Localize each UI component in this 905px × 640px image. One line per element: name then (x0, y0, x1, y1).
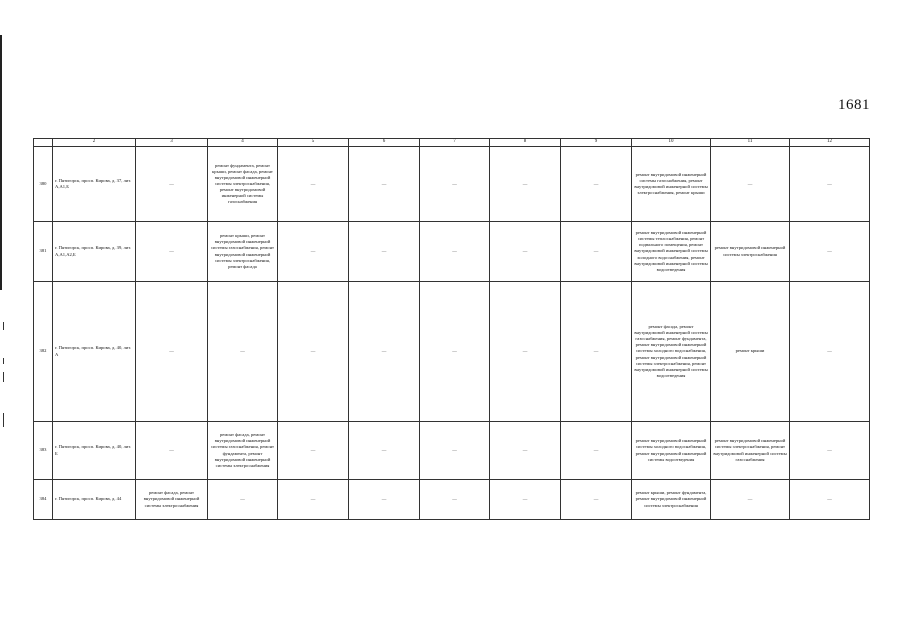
work-cell: — (349, 480, 420, 520)
work-cell: — (561, 282, 632, 422)
column-header: 2 (53, 139, 136, 147)
work-cell: — (420, 222, 490, 282)
work-cell: — (136, 422, 208, 480)
work-cell: — (490, 480, 561, 520)
row-number: 383 (34, 422, 53, 480)
work-cell: — (711, 147, 790, 222)
work-cell: ремонт внутридомовой инженерной системы электроснабжения (711, 222, 790, 282)
work-cell: — (208, 282, 278, 422)
work-cell: — (208, 480, 278, 520)
column-header: 7 (420, 139, 490, 147)
table-row (34, 480, 870, 520)
work-cell: ремонт внутридомовой инженерной системы холодного водоснабжения, ремонт внутридомовой инженерной системы водоотведения (632, 422, 711, 480)
work-cell: — (278, 147, 349, 222)
work-cell: — (790, 480, 870, 520)
address-cell: г. Пятигорск, просп. Кирова, д. 44 (53, 480, 136, 520)
work-cell: — (561, 147, 632, 222)
work-cell: — (349, 282, 420, 422)
work-cell: — (790, 282, 870, 422)
work-cell: ремонт крыши, ремонт фундамента, ремонт внутридомовой инженерной системы электроснабжения (632, 480, 711, 520)
work-cell: — (420, 480, 490, 520)
work-cell: ремонт внутридомовой инженерной системы электроснабжения, ремонт внутридомовой инженерной системы газоснабжения (711, 422, 790, 480)
page-number: 1681 (838, 97, 870, 113)
work-cell: — (349, 422, 420, 480)
work-cell: — (420, 282, 490, 422)
work-cell: — (561, 480, 632, 520)
row-number: 382 (34, 282, 53, 422)
work-cell: — (490, 422, 561, 480)
work-cell: — (278, 422, 349, 480)
work-cell: — (790, 422, 870, 480)
column-header (34, 139, 53, 147)
row-number: 384 (34, 480, 53, 520)
work-cell: — (790, 147, 870, 222)
column-header: 11 (711, 139, 790, 147)
work-cell: — (420, 147, 490, 222)
address-cell: г. Пятигорск, просп. Кирова, д. 40, лит. А (53, 282, 136, 422)
column-header: 10 (632, 139, 711, 147)
work-cell: ремонт крыши, ремонт внутридомовой инженерной системы газоснабжения, ремонт внутридомовой инженерной системы электроснабжения, ремонт фасада (208, 222, 278, 282)
row-number: 380 (34, 147, 53, 222)
work-cell: — (561, 222, 632, 282)
column-number-row (34, 139, 870, 147)
work-cell: — (278, 480, 349, 520)
work-cell: — (790, 222, 870, 282)
address-cell: г. Пятигорск, просп. Кирова, д. 40, лит. Б (53, 422, 136, 480)
scan-mark (3, 358, 4, 364)
address-cell: г. Пятигорск, просп. Кирова, д. 39, лит. А,А1,А2,Б (53, 222, 136, 282)
work-cell: — (561, 422, 632, 480)
table-row (34, 282, 870, 422)
work-cell: — (490, 282, 561, 422)
work-cell: ремонт фасада, ремонт внутридомовой инженерной системы газоснабжения, ремонт фундамента, ремонт внутридомовой инженерной системы холодного водоснабжения, ремонт внутридомовой инженерной системы электроснабжения, ремонт внутридомовой инженерной системы водоотведения (632, 282, 711, 422)
address-cell: г. Пятигорск, просп. Кирова, д. 37, лит. А,А1,Б (53, 147, 136, 222)
work-cell: ремонт фасада, ремонт внутридомовой инженерной системы газоснабжения, ремонт фундамента, ремонт внутридомовой инженерной системы электроснабжения (208, 422, 278, 480)
work-cell: ремонт фундамента, ремонт крыши, ремонт фасада, ремонт внутридомовой инженерной системы электроснабжения, ремонт внутридомовой инженерной системы газоснабжения (208, 147, 278, 222)
work-cell: ремонт фасада, ремонт внутридомовой инженерной системы электроснабжения (136, 480, 208, 520)
work-cell: — (490, 222, 561, 282)
table-row (34, 222, 870, 282)
work-cell: — (711, 480, 790, 520)
column-header: 6 (349, 139, 420, 147)
scan-mark (3, 413, 4, 427)
work-cell: — (349, 222, 420, 282)
work-cell: — (136, 222, 208, 282)
work-cell: — (420, 422, 490, 480)
work-cell: — (278, 282, 349, 422)
column-header: 4 (208, 139, 278, 147)
column-header: 9 (561, 139, 632, 147)
scan-mark (3, 372, 4, 382)
work-cell: — (278, 222, 349, 282)
repair-schedule-table (33, 138, 870, 520)
scan-left-edge (0, 35, 2, 290)
table-row (34, 147, 870, 222)
column-header: 5 (278, 139, 349, 147)
column-header: 3 (136, 139, 208, 147)
row-number: 381 (34, 222, 53, 282)
work-cell: — (490, 147, 561, 222)
work-cell: ремонт внутридомовой инженерной системы теплоснабжения, ремонт подвального помещения, ремонт внутридомовой инженерной системы холодного водоснабжения, ремонт внутридомовой инженерной системы водоотведения (632, 222, 711, 282)
table-row (34, 422, 870, 480)
work-cell: — (136, 147, 208, 222)
work-cell: — (349, 147, 420, 222)
column-header: 12 (790, 139, 870, 147)
scan-mark (3, 322, 4, 330)
work-cell: — (136, 282, 208, 422)
work-cell: ремонт внутридомовой инженерной системы газоснабжения, ремонт внутридомовой инженерной системы электроснабжения, ремонт крыши (632, 147, 711, 222)
column-header: 8 (490, 139, 561, 147)
work-cell: ремонт крыши (711, 282, 790, 422)
